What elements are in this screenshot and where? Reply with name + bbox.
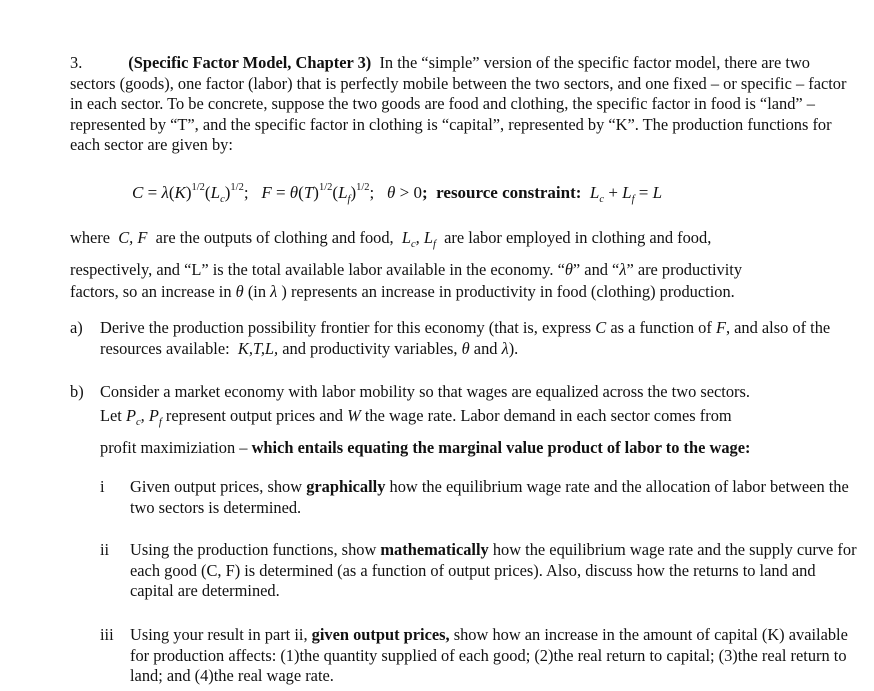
part-b-label: b) <box>70 382 84 401</box>
question-title: (Specific Factor Model, Chapter 3) <box>128 53 372 72</box>
part-b-text: Consider a market economy with labor mobility so that wages are equalized across the two sectors. Let $P_c$, $P_f$ represent output prices and W the wage rate. Labor demand in each sector comes from profit maximiziation – which entails equating the marginal value product of labor to the wage: <box>100 382 751 457</box>
sub-part-ii-label: ii <box>100 540 110 559</box>
sub-part-iii-text: Using your result in part ii, given output prices, show how an increase in the amount of capital (K) available for production affects: (1)the quantity supplied of each good; (2)the real return to capital; (3)the real return to land; and (4)the real wage rate. <box>130 625 848 686</box>
production-functions-equation: $C = \lambda(K)^{1/2}(L_c)^{1/2}$; $F = \theta(T)^{1/2}(L_f)^{1/2}$; θ > 0; resource constraint: $L_c + L_f = L$ <box>132 182 663 205</box>
definitions-paragraph: where C, F are the outputs of clothing and food, $L_c$, $L_f$ are labor employed in clothing and food, respectively, and “L” is the total available labor available in the economy. “θ” and “λ” are productivity factors, so an increase in θ (in λ ) represents an increase in productivity in food (clothing) production. <box>70 228 743 301</box>
resource-constraint-label: resource constraint: <box>436 183 582 202</box>
question-intro <box>70 53 856 156</box>
sub-part-i-label: i <box>100 477 105 496</box>
sub-part-ii-text: Using the production functions, show mathematically how the equilibrium wage rate and the supply curve for each good (C, F) is determined (as a function of output prices). Also, discuss how the returns to land and capital are determined. <box>130 540 857 601</box>
part-a-text: Derive the production possibility frontier for this economy (that is, express C as a function of F, and also of the resources available: K,T,L, and productivity variables, θ and λ). <box>100 318 831 358</box>
sub-part-i-text: Given output prices, show graphically how the equilibrium wage rate and the allocation of labor between the two sectors is determined. <box>130 477 849 517</box>
part-a-label: a) <box>70 318 83 337</box>
sub-part-iii-label: iii <box>100 625 114 644</box>
intro-text: In the “simple” version of the specific factor model, there are two sectors (goods), one factor (labor) that is perfectly mobile between the two sectors, and one fixed – or specific – factor in each sector. To be concrete, suppose the two goods are food and clothing, the specific factor in food is “land” – represented by “T”, and the specific factor in clothing is “capital”, represented by “K”. The production functions for each sector are given by: <box>70 53 847 155</box>
question-number: 3. <box>70 53 83 72</box>
